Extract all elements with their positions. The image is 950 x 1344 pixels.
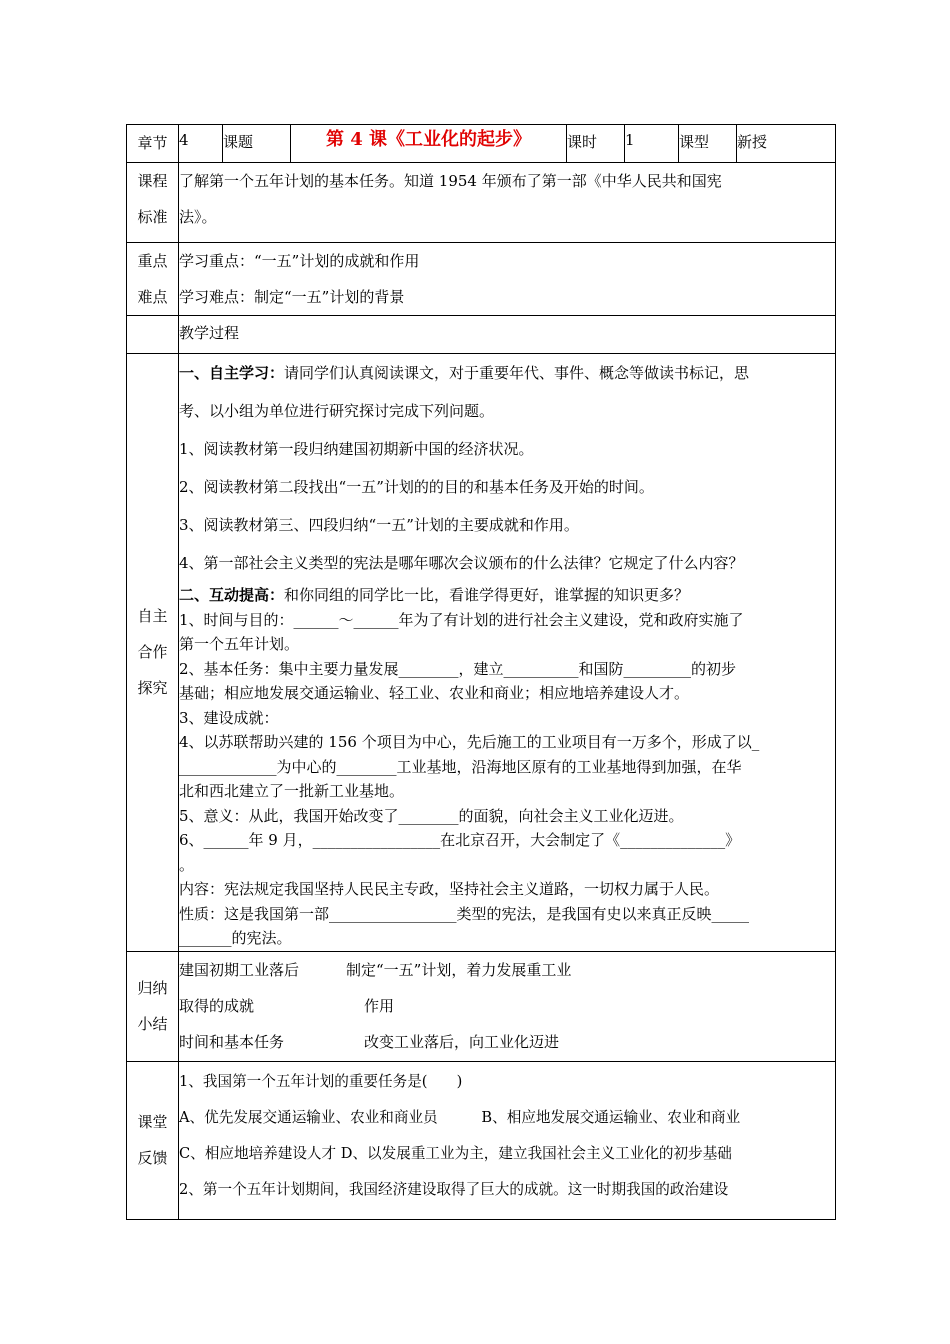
- focus-row: [127, 243, 836, 316]
- standard-text-line1: 了解第一个五年计划的基本任务。知道 1954 年颁布了第一部《中华人民共和国宪: [179, 172, 722, 190]
- self-study-heading: 一、自主学习：: [179, 364, 285, 382]
- explore-label-line1: 自主: [137, 607, 168, 626]
- summary-r3a: 时间和基本任务: [179, 1032, 285, 1051]
- self-study-section: [179, 354, 835, 582]
- self-study-intro-a: 请同学们认真阅读课文，对于重要年代、事件、概念等做读书标记，思: [284, 364, 750, 382]
- question-1: 1、阅读教材第一段归纳建国初期新中国的经济状况。: [179, 440, 534, 458]
- question-2: 2、阅读教材第二段找出“一五”计划的的目的和基本任务及开始的时间。: [179, 478, 654, 496]
- explore-content: [179, 354, 836, 952]
- explore-row: [127, 354, 836, 952]
- feedback-q1-cd: C、相应地培养建设人才 D、以发展重工业为主，建立我国社会主义工业化的初步基础: [179, 1144, 732, 1162]
- constitution-content: 内容：宪法规定我国坚持人民民主专政，坚持社会主义道路，一切权力属于人民。: [179, 880, 720, 898]
- standard-row: [127, 163, 836, 243]
- feedback-content: [179, 1061, 836, 1219]
- standard-text-line2: 法》。: [179, 208, 217, 226]
- process-text: 教学过程: [179, 316, 836, 354]
- focus-label: [127, 243, 179, 316]
- summary-r2a: 取得的成就: [179, 996, 255, 1015]
- summary-label-line1: 归纳: [137, 979, 168, 997]
- standard-label-line1: 课程: [137, 172, 168, 190]
- process-empty-cell: [127, 316, 179, 354]
- process-row: [127, 316, 836, 354]
- focus-label-line1: 重点: [137, 252, 168, 270]
- fill-5: 5、意义：从此，我国开始改变了________的面貌，向社会主义工业化迈进。: [179, 806, 684, 825]
- period-label: 课时: [567, 125, 625, 163]
- fill-1a: 1、时间与目的：______～______年为了有计划的进行社会主义建设，党和政府实施了: [179, 610, 744, 629]
- type-value: 新授: [737, 125, 836, 163]
- explore-label-line3: 探究: [137, 679, 168, 698]
- summary-r2b: 作用: [364, 996, 395, 1015]
- lesson-plan-table: [126, 124, 836, 1220]
- feedback-q1: 1、我国第一个五年计划的重要任务是( ): [179, 1072, 463, 1090]
- explore-label: [127, 354, 179, 952]
- feedback-label-line1: 课堂: [137, 1113, 168, 1131]
- difficulty-point: 学习难点：制定“一五”计划的背景: [179, 288, 405, 306]
- header-row: [127, 125, 836, 163]
- period-value: 1: [625, 125, 679, 163]
- interactive-heading: 二、互动提高：: [179, 586, 285, 604]
- fill-2a: 2、基本任务：集中主要力量发展________，建立__________和国防_________的初步: [179, 659, 737, 678]
- standard-label-line2: 标准: [137, 208, 168, 226]
- fill-3: 3、建设成就：: [179, 708, 279, 727]
- summary-content: [179, 951, 836, 1061]
- feedback-q1-ab: A、优先发展交通运输业、农业和商业员 B、相应地发展交通运输业、农业和商业: [179, 1108, 741, 1126]
- explore-label-line2: 合作: [137, 643, 168, 662]
- lesson-title: 第 4 课《工业化的起步》: [291, 125, 567, 163]
- topic-label: 课题: [223, 125, 291, 163]
- constitution-nature-a: 性质：这是我国第一部_________________类型的宪法，是我国有史以来真正反映_____: [179, 904, 750, 923]
- question-3: 3、阅读教材第三、四段归纳“一五”计划的主要成就和作用。: [179, 516, 579, 534]
- standard-label: [127, 163, 179, 243]
- summary-r1a: 建国初期工业落后: [179, 960, 300, 979]
- feedback-label-line2: 反馈: [137, 1149, 168, 1167]
- constitution-nature-b: _______的宪法。: [179, 929, 292, 947]
- summary-label: [127, 951, 179, 1061]
- standard-text: [179, 163, 836, 243]
- key-point: 学习重点：“一五”计划的成就和作用: [179, 252, 420, 270]
- summary-row: [127, 951, 836, 1061]
- feedback-label: [127, 1061, 179, 1219]
- focus-text: [179, 243, 836, 316]
- interactive-intro: 和你同组的同学比一比，看谁学得更好，谁掌握的知识更多？: [284, 586, 690, 604]
- self-study-intro-b: 考、以小组为单位进行研究探讨完成下列问题。: [179, 402, 495, 420]
- fill-6a: 6、______年 9 月，_________________在北京召开，大会制定了《______________》: [179, 831, 741, 849]
- summary-label-line2: 小结: [137, 1015, 168, 1033]
- interactive-section: [179, 583, 835, 951]
- fill-4b: _____________为中心的________工业基地，沿海地区原有的工业基地得到加强，在华: [179, 757, 742, 776]
- feedback-q2: 2、第一个五年计划期间，我国经济建设取得了巨大的成就。这一时期我国的政治建设: [179, 1180, 729, 1198]
- fill-4a: 4、以苏联帮助兴建的 156 个项目为中心，先后施工的工业项目有一万多个，形成了以_: [179, 733, 760, 751]
- focus-label-line2: 难点: [137, 288, 168, 306]
- chapter-value: 4: [179, 125, 223, 163]
- fill-4c: 北和西北建立了一批新工业基地。: [179, 782, 405, 800]
- summary-r3b: 改变工业落后，向工业化迈进: [364, 1032, 560, 1051]
- chapter-label: 章节: [127, 125, 179, 163]
- fill-2b: 基础；相应地发展交通运输业、轻工业、农业和商业；相应地培养建设人才。: [179, 684, 690, 702]
- summary-r1b: 制定“一五”计划，着力发展重工业: [346, 960, 572, 979]
- type-label: 课型: [679, 125, 737, 163]
- question-4: 4、第一部社会主义类型的宪法是哪年哪次会议颁布的什么法律？它规定了什么内容？: [179, 554, 744, 572]
- feedback-row: [127, 1061, 836, 1219]
- fill-1b: 第一个五年计划。: [179, 635, 300, 653]
- fill-6b: 。: [179, 855, 195, 874]
